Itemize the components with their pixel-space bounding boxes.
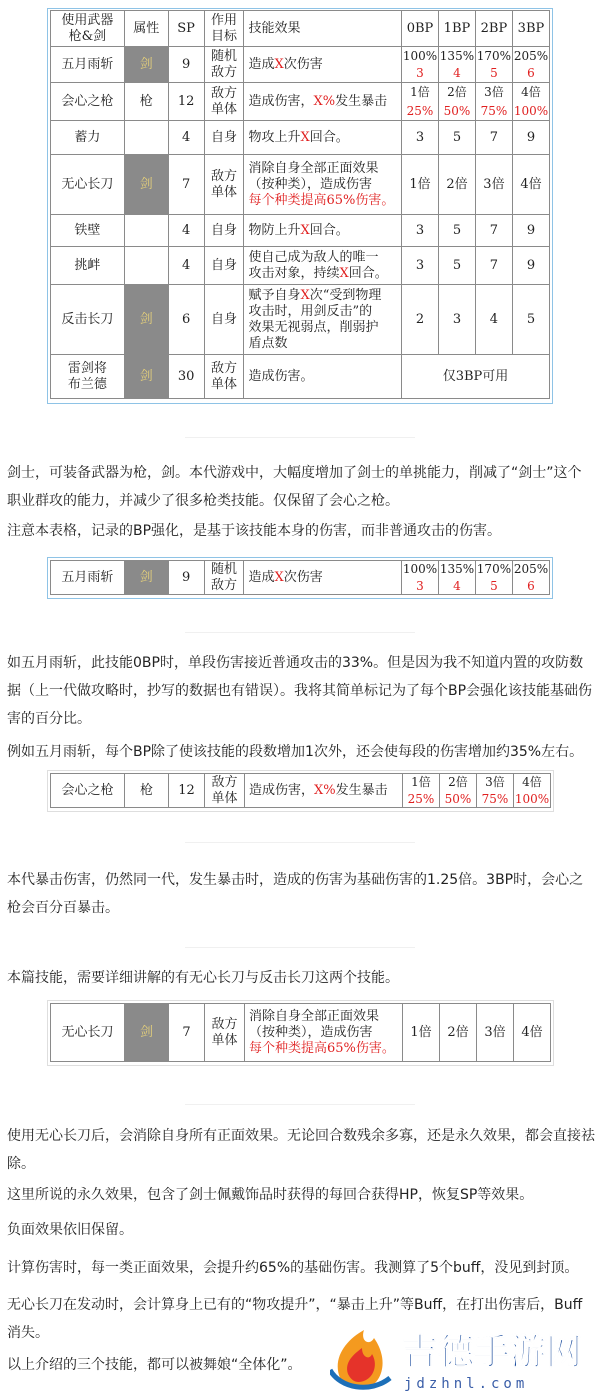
bp-value: 135% bbox=[438, 47, 475, 65]
bp-value: 100% bbox=[402, 562, 438, 577]
bp-value: 3倍 bbox=[477, 774, 514, 791]
table-huixin bbox=[50, 773, 551, 808]
skill-name: 会心之枪 bbox=[51, 83, 125, 121]
skill-sp: 4 bbox=[168, 247, 204, 285]
bp-value: 2倍 bbox=[438, 83, 475, 102]
effect-text: 造成 bbox=[248, 56, 275, 72]
bp-subvalue: 25% bbox=[403, 791, 440, 808]
effect-highlight: X bbox=[339, 265, 349, 281]
skill-name: 五月雨斩 bbox=[51, 561, 125, 595]
effect-text: 次“受到物理 攻击时，用剑反击”的 效果无视弱点，削弱护 盾点数 bbox=[248, 287, 382, 351]
table-huixin-frame bbox=[47, 770, 554, 812]
table-wuyue bbox=[50, 560, 550, 595]
watermark-flame-icon bbox=[330, 1318, 598, 1394]
skill-table-frame bbox=[47, 8, 553, 404]
skill-target: 自身 bbox=[204, 215, 244, 247]
bp-value: 7 bbox=[475, 215, 512, 247]
bp-value: 1倍 bbox=[401, 155, 438, 215]
bp-value: 170% bbox=[476, 562, 512, 577]
skill-table bbox=[50, 10, 550, 399]
effect-text: 消除自身全部正面效果 （按种类），造成伤害 bbox=[248, 160, 379, 192]
bp-value: 3 bbox=[401, 121, 438, 155]
effect-text: 发生暴击 bbox=[335, 93, 388, 109]
bp-subvalue: 5 bbox=[475, 578, 512, 595]
table-header: 2BP bbox=[475, 11, 512, 47]
bp-value: 4倍 bbox=[512, 155, 549, 215]
table-header-row bbox=[51, 11, 550, 47]
para-wuxin-5: 无心长刀在发动时，会计算身上已有的“物攻提升”，“暴击上升”等Buff，在打出伤害后，Buff消失。 bbox=[7, 1297, 583, 1341]
table-row bbox=[51, 215, 550, 247]
effect-text: 次伤害 bbox=[283, 569, 323, 585]
bp-value: 7 bbox=[475, 247, 512, 285]
bp-value: 3倍 bbox=[475, 155, 512, 215]
bp-value: 3 bbox=[401, 215, 438, 247]
bp-value: 4倍 bbox=[514, 774, 551, 791]
table-wuxin-frame bbox=[47, 1000, 554, 1066]
bp-value: 3 bbox=[438, 285, 475, 355]
bp-subvalue: 100% bbox=[514, 791, 550, 806]
divider bbox=[185, 1104, 415, 1105]
svg-text:吉德手游网: 吉德手游网 bbox=[402, 1332, 583, 1373]
bp-value: 4倍 bbox=[514, 1004, 551, 1062]
skill-sp: 9 bbox=[168, 561, 204, 595]
skill-target: 敌方 单体 bbox=[204, 355, 244, 399]
para-summary: 以上介绍的三个技能，都可以被舞娘“全体化”。 bbox=[7, 1357, 302, 1373]
effect-text: 消除自身全部正面效果 （按种类），造成伤害 bbox=[249, 1008, 380, 1040]
para-wuxin-2: 这里所说的永久效果，包含了剑士佩戴饰品时获得的每回合获得HP，恢复SP等效果。 bbox=[7, 1187, 534, 1203]
bp-span: 仅3BP可用 bbox=[401, 355, 549, 399]
divider bbox=[185, 842, 415, 843]
skill-target: 敌方 单体 bbox=[205, 1004, 245, 1062]
skill-target: 自身 bbox=[204, 285, 244, 355]
effect-text: 造成 bbox=[248, 569, 275, 585]
skill-attr bbox=[124, 121, 168, 155]
bp-value: 205% bbox=[512, 47, 549, 65]
skill-target: 随机 敌方 bbox=[204, 561, 244, 595]
bp-subvalue: 5 bbox=[475, 65, 512, 83]
bp-subvalue: 6 bbox=[512, 578, 549, 595]
effect-cell bbox=[244, 355, 402, 399]
skill-sp: 7 bbox=[169, 1004, 205, 1062]
effect-cell bbox=[244, 155, 402, 215]
skill-attr bbox=[124, 247, 168, 285]
svg-text:jdzhnl.com: jdzhnl.com bbox=[404, 1376, 529, 1392]
bp-value: 5 bbox=[438, 215, 475, 247]
skill-sp: 6 bbox=[168, 285, 204, 355]
divider bbox=[185, 632, 415, 633]
table-row bbox=[51, 247, 550, 285]
skill-name: 五月雨斩 bbox=[51, 47, 125, 83]
effect-highlight: 每个种类提高65%伤害。 bbox=[248, 192, 395, 208]
skill-target: 敌方 单体 bbox=[204, 83, 244, 121]
effect-highlight: X bbox=[300, 129, 310, 145]
bp-subvalue: 4 bbox=[438, 578, 475, 595]
table-row bbox=[51, 285, 550, 355]
skill-attr: 剑 bbox=[124, 155, 168, 215]
skill-target: 敌方 单体 bbox=[204, 155, 244, 215]
effect-cell bbox=[244, 561, 402, 595]
skill-attr: 枪 bbox=[124, 83, 168, 121]
effect-cell bbox=[244, 83, 402, 121]
effect-text: 赋予自身 bbox=[248, 287, 301, 303]
table-header: 0BP bbox=[401, 11, 438, 47]
watermark-logo bbox=[330, 1318, 598, 1394]
bp-value: 1倍 bbox=[403, 774, 440, 791]
skill-attr: 剑 bbox=[124, 47, 168, 83]
effect-cell bbox=[244, 215, 402, 247]
skill-name: 无心长刀 bbox=[51, 1004, 125, 1062]
table-row bbox=[51, 355, 550, 399]
table-row bbox=[51, 774, 551, 791]
skill-sp: 12 bbox=[169, 774, 205, 808]
para-crit: 本代暴击伤害，仍然同一代，发生暴击时，造成的伤害为基础伤害的1.25倍。3BP时，会心之枪会百分百暴击。 bbox=[7, 872, 584, 916]
skill-sp: 9 bbox=[168, 47, 204, 83]
bp-subvalue: 4 bbox=[438, 65, 475, 83]
skill-name: 铁壁 bbox=[51, 215, 125, 247]
skill-name: 雷剑将 布兰德 bbox=[51, 355, 125, 399]
bp-value: 2倍 bbox=[438, 155, 475, 215]
effect-cell bbox=[245, 774, 403, 808]
skill-sp: 4 bbox=[168, 215, 204, 247]
skill-sp: 4 bbox=[168, 121, 204, 155]
para-skills-intro: 本篇技能，需要详细讲解的有无心长刀与反击长刀这两个技能。 bbox=[7, 970, 399, 986]
skill-attr: 剑 bbox=[124, 561, 168, 595]
para-wuyue-explain: 如五月雨斩，此技能0BP时，单段伤害接近普通攻击的33%。但是因为我不知道内置的攻防数据（上一代做攻略时，抄写的数据也有错误）。我将其简单标记为了每个BP会强化该技能基础伤害的百分比。 bbox=[7, 655, 593, 727]
bp-value: 1倍 bbox=[403, 1004, 440, 1062]
para-intro: 剑士，可装备武器为枪，剑。本代游戏中，大幅度增加了剑士的单挑能力，削减了“剑士”这个职业群攻的能力，并减少了很多枪类技能。仅保留了会心之枪。 bbox=[7, 465, 582, 509]
skill-name: 蓄力 bbox=[51, 121, 125, 155]
bp-value: 9 bbox=[512, 121, 549, 155]
bp-value: 4倍 bbox=[512, 83, 549, 102]
table-wuyue-frame bbox=[47, 557, 553, 599]
bp-subvalue: 6 bbox=[512, 65, 549, 83]
para-wuxin-3: 负面效果依旧保留。 bbox=[7, 1222, 133, 1238]
para-wuxin-4: 计算伤害时，每一类正面效果，会提升约65%的基础伤害。我测算了5个buff，没见到封顶。 bbox=[7, 1260, 579, 1276]
bp-value: 100% bbox=[401, 47, 438, 65]
skill-name: 无心长刀 bbox=[51, 155, 125, 215]
table-header: 使用武器 枪&剑 bbox=[51, 11, 125, 47]
table-header: 1BP bbox=[438, 11, 475, 47]
bp-value: 9 bbox=[512, 247, 549, 285]
bp-value: 205% bbox=[513, 562, 549, 577]
bp-value: 2倍 bbox=[440, 774, 477, 791]
divider bbox=[185, 947, 415, 948]
bp-value: 2倍 bbox=[440, 1004, 477, 1062]
skill-target: 敌方 单体 bbox=[205, 774, 245, 808]
bp-value: 3 bbox=[401, 247, 438, 285]
table-row bbox=[51, 155, 550, 215]
para-note: 注意本表格，记录的BP强化，是基于该技能本身的伤害，而非普通攻击的伤害。 bbox=[7, 523, 502, 539]
bp-subvalue: 50% bbox=[440, 791, 477, 808]
bp-value: 5 bbox=[438, 121, 475, 155]
table-row bbox=[51, 47, 550, 65]
effect-text: 次伤害 bbox=[283, 56, 323, 72]
table-header: SP bbox=[168, 11, 204, 47]
skill-sp: 12 bbox=[168, 83, 204, 121]
bp-subvalue: 50% bbox=[438, 102, 475, 121]
bp-value: 7 bbox=[475, 121, 512, 155]
bp-value: 1倍 bbox=[401, 83, 438, 102]
effect-highlight: X bbox=[274, 56, 284, 72]
effect-highlight: X bbox=[300, 287, 310, 303]
para-wuxin-1: 使用无心长刀后，会消除自身所有正面效果。无论回合数残余多寡，还是永久效果，都会直接祛除。 bbox=[7, 1128, 595, 1172]
skill-attr: 剑 bbox=[124, 285, 168, 355]
skill-name: 挑衅 bbox=[51, 247, 125, 285]
table-row bbox=[51, 121, 550, 155]
effect-cell bbox=[244, 47, 402, 83]
bp-value: 3倍 bbox=[477, 1004, 514, 1062]
table-row bbox=[51, 561, 550, 578]
effect-cell bbox=[244, 247, 402, 285]
effect-text: 使自己成为敌人的唯一 攻击对象，持续 bbox=[248, 249, 379, 281]
bp-subvalue: 75% bbox=[477, 791, 514, 808]
effect-highlight: X% bbox=[314, 782, 336, 798]
table-wuxin bbox=[50, 1003, 551, 1062]
skill-attr: 剑 bbox=[124, 355, 168, 399]
effect-highlight: X bbox=[300, 222, 310, 238]
effect-text: 造成伤害。 bbox=[248, 368, 314, 384]
effect-text: 物攻上升 bbox=[248, 129, 301, 145]
skill-target: 随机 敌方 bbox=[204, 47, 244, 83]
skill-target: 自身 bbox=[204, 247, 244, 285]
effect-highlight: X bbox=[274, 569, 284, 585]
skill-name: 会心之枪 bbox=[51, 774, 125, 808]
divider bbox=[185, 437, 415, 438]
table-row bbox=[51, 1004, 551, 1062]
skill-sp: 7 bbox=[168, 155, 204, 215]
bp-value: 5 bbox=[438, 247, 475, 285]
skill-name: 反击长刀 bbox=[51, 285, 125, 355]
effect-cell bbox=[244, 285, 402, 355]
effect-text: 回合。 bbox=[309, 129, 349, 145]
bp-subvalue: 25% bbox=[401, 102, 438, 121]
effect-cell bbox=[245, 1004, 403, 1062]
effect-cell bbox=[244, 121, 402, 155]
bp-subvalue: 3 bbox=[402, 578, 439, 595]
bp-subvalue: 3 bbox=[401, 65, 438, 83]
skill-attr: 枪 bbox=[125, 774, 169, 808]
skill-target: 自身 bbox=[204, 121, 244, 155]
bp-value: 9 bbox=[512, 215, 549, 247]
effect-text: 造成伤害， bbox=[248, 93, 314, 109]
bp-value: 135% bbox=[439, 562, 475, 577]
bp-value: 5 bbox=[512, 285, 549, 355]
effect-highlight: X% bbox=[313, 93, 336, 109]
skill-sp: 30 bbox=[168, 355, 204, 399]
table-header: 属性 bbox=[124, 11, 168, 47]
skill-attr bbox=[124, 215, 168, 247]
table-row bbox=[51, 83, 550, 102]
bp-value: 3倍 bbox=[475, 83, 512, 102]
bp-subvalue: 100% bbox=[512, 102, 549, 121]
effect-text: 造成伤害， bbox=[249, 782, 315, 798]
effect-text: 发生暴击 bbox=[335, 782, 388, 798]
effect-text: 回合。 bbox=[309, 222, 349, 238]
effect-text: 回合。 bbox=[348, 265, 388, 281]
bp-value: 170% bbox=[475, 47, 512, 65]
effect-highlight: 每个种类提高65%伤害。 bbox=[249, 1040, 395, 1056]
bp-value: 4 bbox=[475, 285, 512, 355]
table-header: 3BP bbox=[512, 11, 549, 47]
table-header: 作用 目标 bbox=[204, 11, 244, 47]
bp-subvalue: 75% bbox=[475, 102, 512, 121]
effect-text: 物防上升 bbox=[248, 222, 301, 238]
table-header: 技能效果 bbox=[244, 11, 402, 47]
bp-value: 2 bbox=[401, 285, 438, 355]
skill-attr: 剑 bbox=[125, 1004, 169, 1062]
para-wuyue-example: 例如五月雨斩，每个BP除了使该技能的段数增加1次外，还会使每段的伤害增加约35%左右。 bbox=[7, 744, 584, 760]
